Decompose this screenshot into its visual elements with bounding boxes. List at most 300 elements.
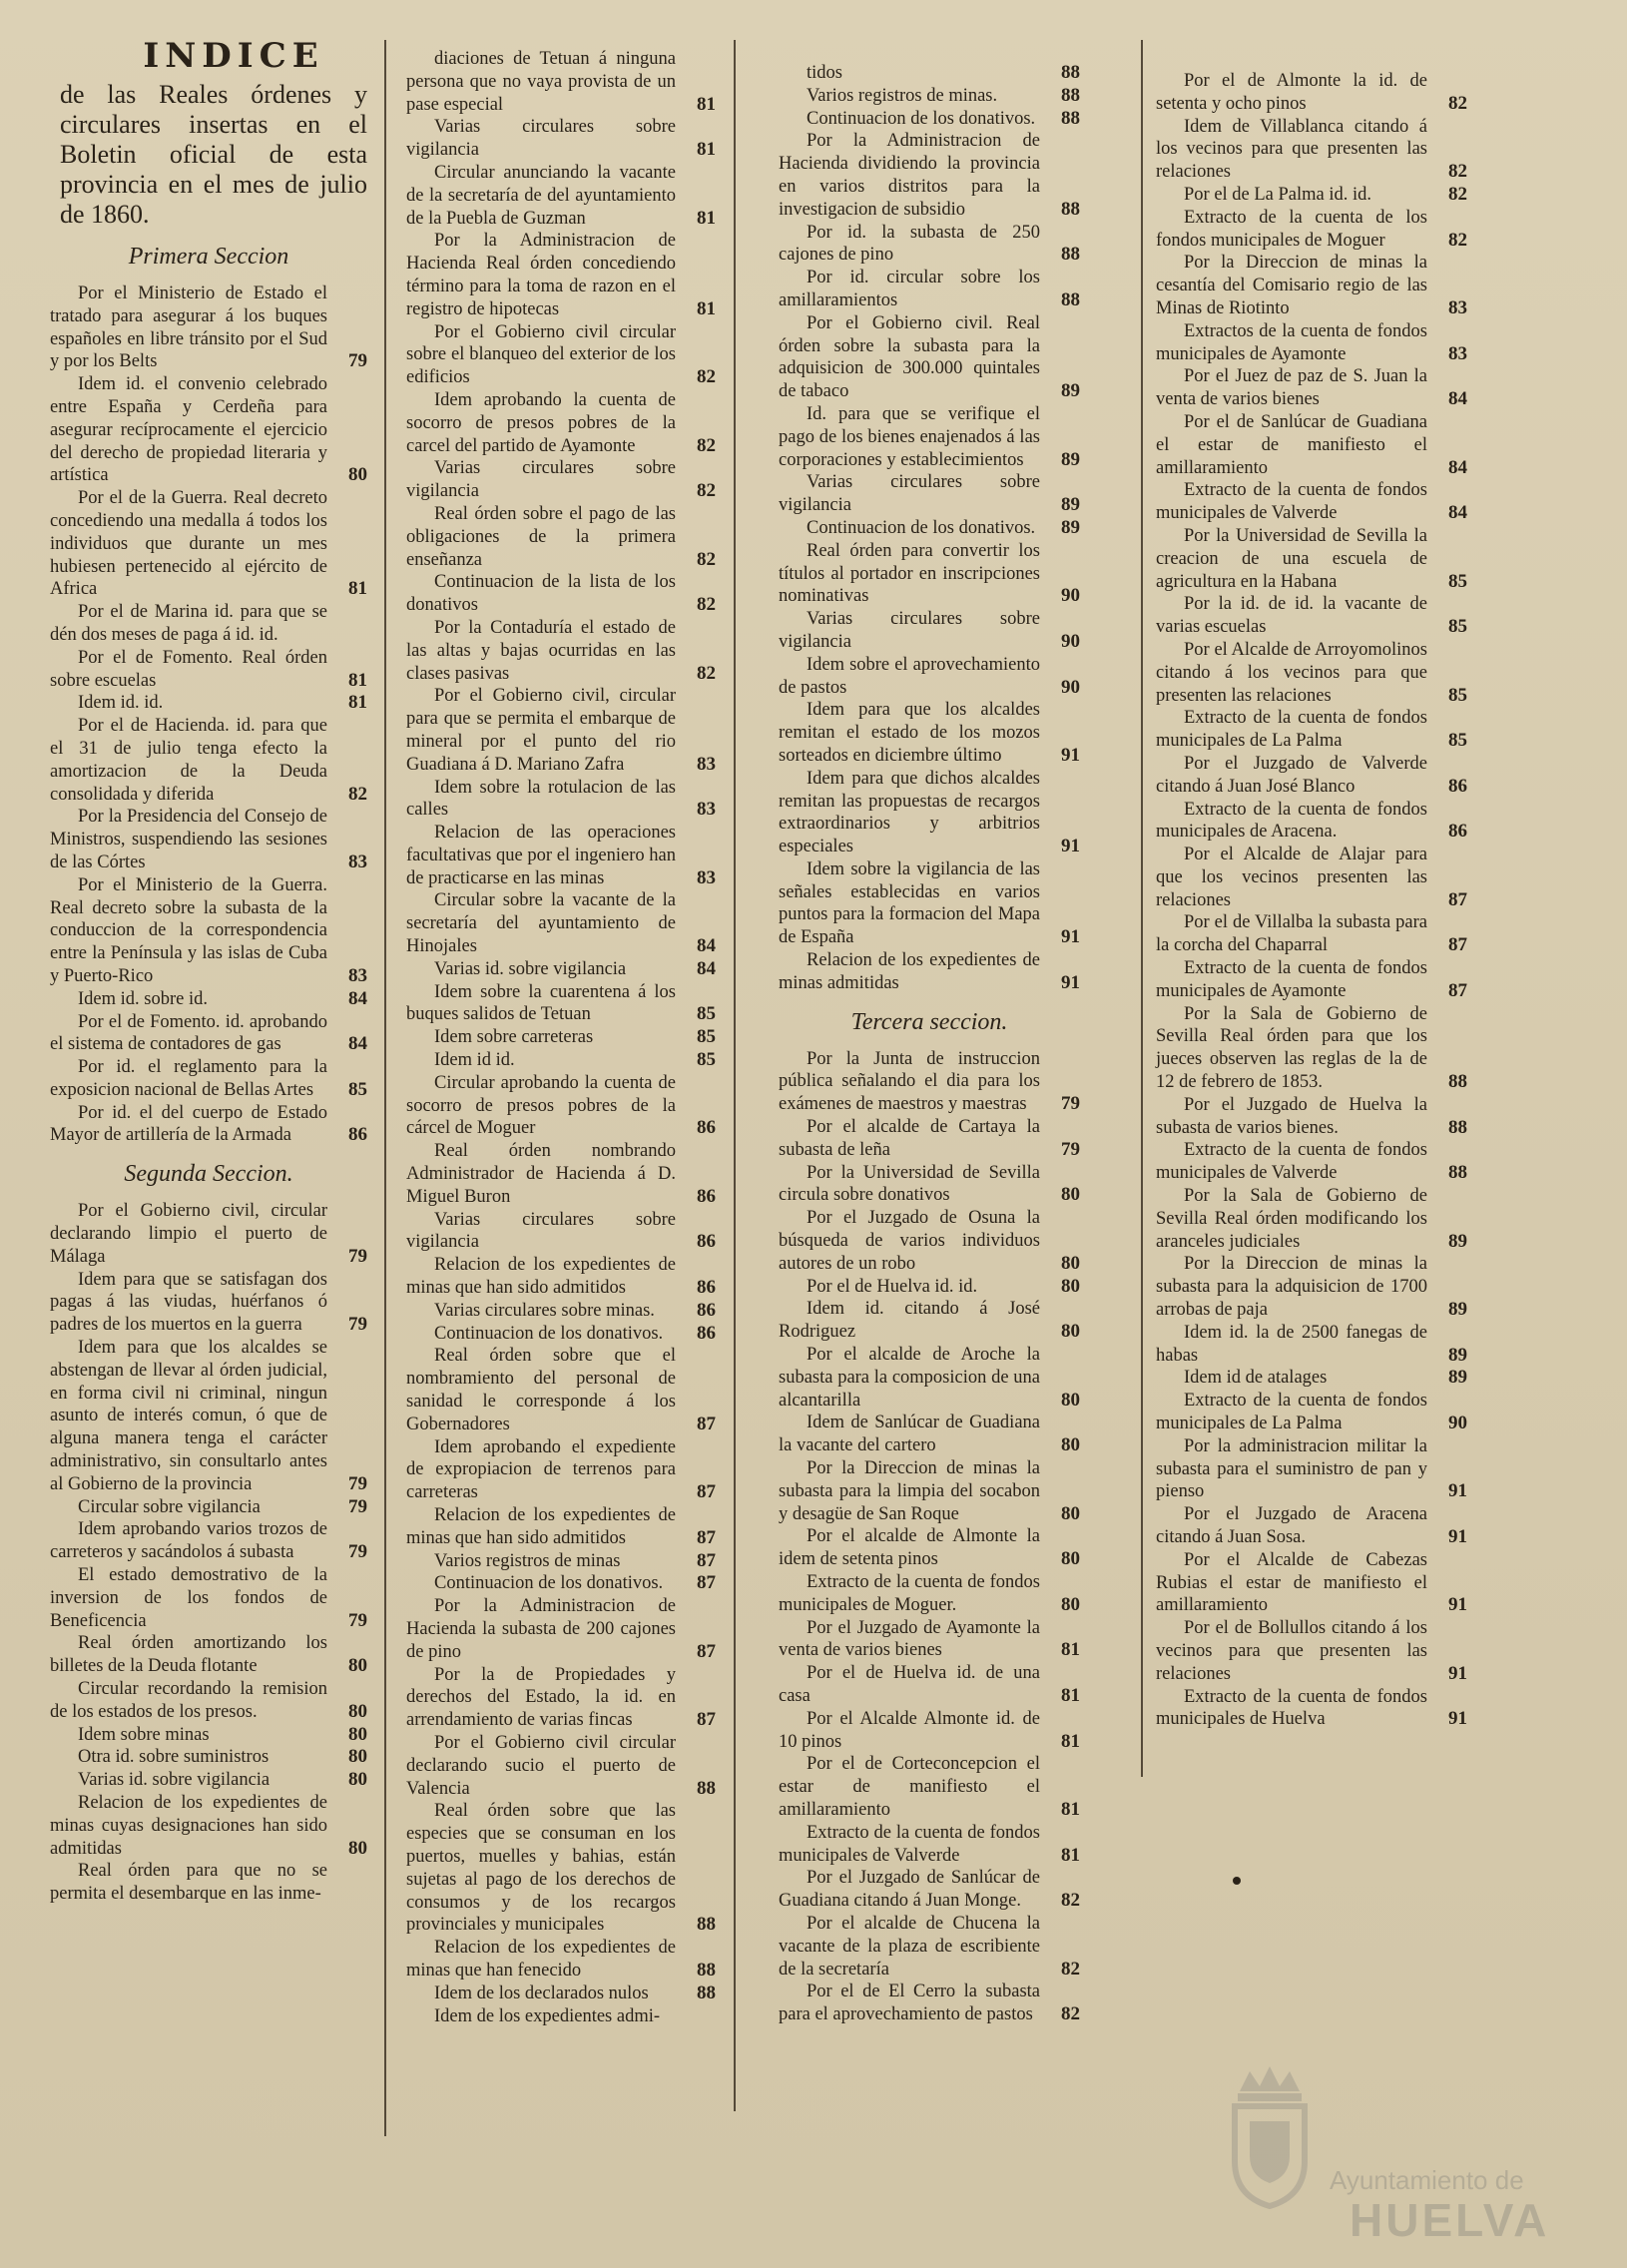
page-number: 80: [348, 464, 367, 486]
index-entry: [50, 692, 367, 715]
index-entry: [406, 1595, 716, 1663]
column-1: [50, 36, 367, 2268]
entry-text: Real órden sobre el pago de las obligaciones de la primera enseñanza: [406, 503, 676, 570]
page-number: 80: [1061, 1184, 1080, 1206]
entry-text: Por el Juzgado de Huelva la subasta de varios bienes.: [1156, 1094, 1427, 1138]
index-entry: [779, 768, 1080, 858]
page-number: 87: [1448, 888, 1467, 910]
entry-text: Por id. circular sobre los amillaramientos: [779, 268, 1040, 310]
index-entry: [50, 1200, 367, 1268]
entry-text: Extracto de la cuenta de fondos municipales de Valverde: [1156, 1140, 1427, 1184]
entry-list: [1156, 70, 1467, 1731]
index-entry: [779, 1116, 1080, 1162]
index-entry: [50, 601, 367, 647]
entry-text: Idem sobre el aprovechamiento de pastos: [779, 654, 1040, 698]
page-number: 87: [697, 1572, 716, 1594]
page-number: 87: [697, 1640, 716, 1662]
page-number: 80: [1061, 1389, 1080, 1411]
index-entry: [406, 1300, 716, 1323]
entry-text: Por el alcalde de Aroche la subasta para la composicion de una alcantarilla: [779, 1345, 1040, 1411]
index-entry: [406, 685, 716, 776]
page-number: 88: [1061, 62, 1080, 83]
entry-text: Por la Junta de instruccion pública señalando el dia para los exámenes de maestros y maestras: [779, 1048, 1040, 1115]
index-entry: [50, 1678, 367, 1724]
page-number: 89: [1448, 1344, 1467, 1366]
page-number: 85: [1448, 570, 1467, 592]
index-entry: [1156, 1322, 1467, 1368]
entry-text: Varias circulares sobre vigilancia: [779, 472, 1040, 516]
entry-list: [50, 1200, 367, 1906]
page-number: 86: [697, 1231, 716, 1253]
page-number: 82: [697, 548, 716, 570]
entry-text: Por la Direccion de minas la subasta para la adquisicion de 1700 arrobas de paja: [1156, 1254, 1427, 1321]
entry-text: Idem id. sobre id.: [78, 988, 208, 1009]
index-entry: [1156, 525, 1467, 593]
page-number: 88: [1061, 288, 1080, 310]
entry-text: Circular recordando la remision de los estados de los presos.: [50, 1679, 327, 1722]
index-entry: [779, 1276, 1080, 1299]
page-number: 80: [1061, 1548, 1080, 1570]
entry-text: Idem para que los alcaldes remitan el estado de los mozos sorteados en diciembre último: [779, 700, 1040, 766]
page-number: 80: [348, 1655, 367, 1677]
column-3: [779, 62, 1080, 2268]
index-entry: [1156, 479, 1467, 525]
entry-text: Idem aprobando la cuenta de socorro de presos pobres de la carcel del partido de Ayamonte: [406, 389, 676, 456]
index-entry: [779, 1662, 1080, 1708]
page-number: 81: [1061, 1639, 1080, 1661]
entry-text: Por el Gobierno civil, circular declarando limpio el puerto de Málaga: [50, 1201, 327, 1267]
entry-text: Idem id. id.: [78, 693, 164, 714]
index-entry: [50, 988, 367, 1011]
entry-text: Por el alcalde de Chucena la vacante de la plaza de escribiente de la secretaría: [779, 1913, 1040, 1980]
page-number: 79: [348, 1495, 367, 1517]
entry-text: Idem sobre la cuarentena á los buques salidos de Tetuan: [406, 981, 676, 1025]
index-entry: [1156, 911, 1467, 957]
entry-text: Real órden sobre que el nombramiento del personal de sanidad le corresponde á los Gobernadores: [406, 1346, 676, 1434]
entry-text: Varios registros de minas: [434, 1550, 621, 1571]
index-entry: [50, 1792, 367, 1860]
page-number: 85: [697, 1026, 716, 1048]
entry-text: Por el de Bollullos citando á los vecinos para que presenten las relaciones: [1156, 1618, 1427, 1684]
index-entry: [50, 1518, 367, 1564]
index-entry: [50, 373, 367, 487]
entry-text: Por el Alcalde de Alajar para que los vecinos presenten las relaciones: [1156, 845, 1427, 910]
page-number: 86: [1448, 821, 1467, 843]
page-number: 86: [1448, 775, 1467, 797]
entry-text: Por el de la Guerra. Real decreto concediendo una medalla á todos los individuos que durante un mes hubiesen pertenecido al ejército de Africa: [50, 488, 327, 600]
entry-text: Por la Administracion de Hacienda Real órden concediendo término para la toma de razon en el registro de hipotecas: [406, 231, 676, 319]
page-number: 84: [348, 1033, 367, 1055]
page-number: 84: [1448, 388, 1467, 410]
index-entry: [779, 1525, 1080, 1571]
index-entry: [779, 1913, 1080, 1981]
index-entry: [779, 403, 1080, 471]
entry-text: Real órden para que no se permita el desembarque en las inme-: [50, 1861, 327, 1905]
index-entry: [50, 487, 367, 601]
index-entry: [406, 230, 716, 320]
page-number: 79: [1061, 1138, 1080, 1160]
entry-text: Por la id. de id. la vacante de varias escuelas: [1156, 594, 1427, 638]
page-number: 89: [1061, 448, 1080, 470]
page-number: 85: [697, 1003, 716, 1025]
entry-text: Por el de Fomento. Real órden sobre escuelas: [50, 647, 327, 691]
section-heading-second: Segunda Seccion.: [124, 1161, 293, 1188]
page-number: 82: [348, 783, 367, 805]
page-number: 89: [1061, 494, 1080, 516]
page-number: 90: [1061, 585, 1080, 607]
section-heading-third: Tercera seccion.: [850, 1008, 1008, 1035]
page-number: 87: [697, 1549, 716, 1571]
entry-text: Varias id. sobre vigilancia: [434, 958, 627, 979]
index-entry: [50, 1011, 367, 1057]
index-entry: [50, 1564, 367, 1632]
page-number: 80: [1061, 1434, 1080, 1456]
entry-text: Por la Presidencia del Consejo de Ministros, suspendiendo las sesiones de las Córtes: [50, 807, 327, 872]
page-number: 88: [1061, 107, 1080, 129]
page-number: 85: [348, 1078, 367, 1100]
entry-text: Idem de los declarados nulos: [434, 1983, 649, 2003]
index-entry: [50, 874, 367, 988]
entry-text: Idem para que dichos alcaldes remitan las propuestas de recargos extraordinarios y arbitrios especiales: [779, 768, 1040, 857]
page-number: 86: [697, 1277, 716, 1299]
entry-text: Por el de El Cerro la subasta para el aprovechamiento de pastos: [779, 1982, 1040, 2025]
entry-text: Idem sobre carreteras: [434, 1027, 594, 1048]
index-entry: [406, 1026, 716, 1049]
index-entry: [1156, 184, 1467, 207]
entry-text: Por la Direccion de minas la cesantía del Comisario regio de las Minas de Riotinto: [1156, 253, 1427, 318]
index-entry: [779, 1162, 1080, 1208]
index-entry: [50, 1860, 367, 1906]
entry-text: Idem id id.: [434, 1050, 515, 1071]
page-number: 87: [697, 1481, 716, 1503]
page-number: 87: [697, 1709, 716, 1731]
entry-text: Por el alcalde de Almonte la idem de setenta pinos: [779, 1526, 1040, 1570]
index-entry: [50, 1769, 367, 1792]
index-entry: [1156, 799, 1467, 845]
page-number: 82: [1448, 92, 1467, 114]
entry-text: Por id. el del cuerpo de Estado Mayor de artillería de la Armada: [50, 1102, 327, 1146]
index-entry: [406, 162, 716, 230]
entry-text: Varias id. sobre vigilancia: [78, 1770, 271, 1791]
page-number: 84: [348, 987, 367, 1009]
entry-text: Extracto de la cuenta de fondos municipales de Aracena.: [1156, 799, 1427, 843]
entry-text: Idem sobre la rotulacion de las calles: [406, 777, 676, 821]
index-entry: [779, 1708, 1080, 1754]
page-number: 91: [1061, 744, 1080, 766]
page-number: 84: [1448, 502, 1467, 524]
index-entry: [1156, 707, 1467, 753]
entry-text: Por el Gobierno civil circular declarando sucio el puerto de Valencia: [406, 1732, 676, 1799]
index-entry: [1156, 639, 1467, 707]
index-entry: [779, 222, 1080, 268]
page-number: 86: [697, 1117, 716, 1139]
page-number: 82: [697, 366, 716, 388]
index-entry: [50, 1056, 367, 1102]
entry-text: Extracto de la cuenta de fondos municipales de Moguer.: [779, 1572, 1040, 1615]
page-number: 79: [1061, 1093, 1080, 1115]
entry-text: Por la Sala de Gobierno de Sevilla Real órden modificando los aranceles judiciales: [1156, 1186, 1427, 1252]
entry-text: Idem de Sanlúcar de Guadiana la vacante del cartero: [779, 1413, 1040, 1456]
page-number: 88: [697, 1777, 716, 1799]
entry-text: Por el Juzgado de Sanlúcar de Guadiana citando á Juan Monge.: [779, 1868, 1040, 1912]
entry-text: Real órden amortizando los billetes de la Deuda flotante: [50, 1633, 327, 1677]
entry-text: Idem sobre minas: [78, 1724, 210, 1745]
entry-text: Por la administracion militar la subasta para el suministro de pan y pienso: [1156, 1435, 1427, 1502]
entry-text: Id. para que se verifique el pago de los bienes enajenados á las corporaciones y establecimientos: [779, 403, 1040, 470]
page-number: 91: [1448, 1594, 1467, 1616]
page-number: 86: [697, 1185, 716, 1207]
index-entry: [406, 1072, 716, 1140]
index-entry: [1156, 1503, 1467, 1549]
index-entry: [50, 647, 367, 693]
entry-text: Por el Ministerio de la Guerra. Real decreto sobre la subasta de la conduccion de la correspondencia entre la Península y las islas de Cuba y Puerto-Rico: [50, 874, 327, 986]
page-number: 90: [1061, 676, 1080, 698]
entry-text: Varias circulares sobre vigilancia: [779, 609, 1040, 652]
index-entry: [406, 822, 716, 889]
index-entry: [1156, 1390, 1467, 1435]
page-number: 87: [697, 1413, 716, 1434]
index-entry: [406, 1049, 716, 1072]
entry-text: Real órden sobre que las especies que se consuman en los puertos, muelles y bahias, están sujetas al pago de los derechos de consumos y de los recargos provinciales y municipales: [406, 1801, 676, 1936]
index-entry: [1156, 1253, 1467, 1321]
page-number: 89: [1061, 380, 1080, 402]
page-number: 79: [348, 1541, 367, 1563]
entry-list: [779, 1048, 1080, 2026]
page-number: 82: [697, 594, 716, 616]
index-entry: [779, 85, 1080, 108]
index-entry: [406, 1254, 716, 1300]
index-entry: [1156, 1686, 1467, 1732]
index-entry: [779, 1457, 1080, 1525]
entry-text: Por el de Hacienda. id. para que el 31 de julio tenga efecto la amortizacion de la Deuda consolidada y diferida: [50, 716, 327, 805]
page-number: 81: [697, 139, 716, 161]
page-number: 88: [1061, 198, 1080, 220]
entry-text: Por el de Huelva id. de una casa: [779, 1663, 1040, 1706]
entry-text: Por id. el reglamento para la exposicion nacional de Bellas Artes: [50, 1057, 327, 1100]
page-number: 88: [1061, 244, 1080, 266]
entry-text: Por la Contaduría el estado de las altas y bajas ocurridas en las clases pasivas: [406, 617, 676, 684]
page-number: 88: [697, 1959, 716, 1981]
entry-text: Relacion de los expedientes de minas que han sido admitidos: [406, 1255, 676, 1299]
index-entry: [406, 981, 716, 1027]
page-number: 80: [1061, 1502, 1080, 1524]
page-number: 81: [1061, 1684, 1080, 1706]
page-number: 86: [348, 1124, 367, 1146]
index-entry: [1156, 365, 1467, 411]
page-number: 87: [697, 1526, 716, 1548]
index-entry: [1156, 1617, 1467, 1685]
index-entry: [779, 1412, 1080, 1457]
index-entry: [406, 389, 716, 457]
index-entry: [406, 571, 716, 617]
page-number: 83: [1448, 342, 1467, 364]
entry-text: Por la Direccion de minas la subasta para la limpia del socabon y desagüe de San Roque: [779, 1458, 1040, 1524]
index-entry: [779, 1617, 1080, 1663]
entry-text: Relacion de los expedientes de minas que han fenecido: [406, 1938, 676, 1981]
index-entry: [406, 889, 716, 957]
entry-text: Por el Juzgado de Aracena citando á Juan Sosa.: [1156, 1504, 1427, 1547]
entry-text: Por la Universidad de Sevilla circula sobre donativos: [779, 1162, 1040, 1206]
page-number: 81: [348, 578, 367, 600]
index-entry: [779, 62, 1080, 85]
index-entry: [1156, 1094, 1467, 1140]
index-entry: [779, 699, 1080, 767]
index-entry: [1156, 1003, 1467, 1094]
entry-text: Varios registros de minas.: [807, 85, 998, 106]
entry-text: Idem aprobando varios trozos de carreteros y sacándolos á subasta: [50, 1519, 327, 1563]
entry-text: Por el de Marina id. para que se dén dos meses de paga á id. id.: [50, 602, 327, 645]
page-number: 81: [697, 93, 716, 115]
page-number: 81: [1061, 1844, 1080, 1866]
index-entry: [406, 503, 716, 571]
page-number: 90: [1061, 630, 1080, 652]
index-entry: [1156, 1139, 1467, 1185]
entry-text: Relacion de los expedientes de minas admitidas: [779, 950, 1040, 993]
page-number: 80: [348, 1723, 367, 1745]
index-entry: [1156, 593, 1467, 639]
entry-text: El estado demostrativo de la inversion de los fondos de Beneficencia: [50, 1565, 327, 1631]
page-number: 83: [348, 964, 367, 986]
index-entry: [50, 1496, 367, 1519]
index-entry: [779, 130, 1080, 221]
index-entry: [1156, 116, 1467, 184]
column-2: [406, 48, 716, 2268]
page-title: INDICE: [143, 36, 324, 76]
entry-text: Idem para que los alcaldes se abstengan de llevar al órden judicial, en forma civil ni criminal, ningun asunto de interés comun, ó que de alguna manera tenga el carácter administrativo, sin consultarlo antes al Gobierno de la provincia: [50, 1338, 327, 1494]
index-entry: [779, 267, 1080, 312]
index-entry: [779, 540, 1080, 608]
page-number: 91: [1061, 836, 1080, 857]
page-number: 79: [348, 1314, 367, 1336]
entry-text: Extracto de la cuenta de fondos municipales de Huelva: [1156, 1686, 1427, 1730]
index-entry: [406, 116, 716, 162]
index-entry: [50, 806, 367, 873]
index-entry: [779, 608, 1080, 654]
index-entry: [779, 858, 1080, 949]
page-number: 81: [1061, 1730, 1080, 1752]
index-entry: [779, 1344, 1080, 1412]
page-number: 90: [1448, 1413, 1467, 1434]
column-rule: [1141, 40, 1143, 1777]
page-number: 85: [1448, 616, 1467, 638]
ornament-dot: [1233, 1877, 1241, 1885]
index-entry: [779, 517, 1080, 540]
column-rule: [384, 40, 386, 2136]
index-entry: [50, 1746, 367, 1769]
entry-text: Otra id. sobre suministros: [78, 1747, 270, 1768]
entry-list: [50, 283, 367, 1147]
index-entry: [779, 1207, 1080, 1275]
page-number: 83: [1448, 296, 1467, 318]
index-entry: [50, 1337, 367, 1496]
page-number: 84: [697, 957, 716, 979]
index-entry: [406, 2005, 716, 2028]
index-entry: [1156, 844, 1467, 911]
entry-text: Extracto de la cuenta de fondos municipales de Valverde: [779, 1822, 1040, 1866]
index-entry: [406, 1140, 716, 1208]
entry-text: Idem aprobando el expediente de expropiacion de terrenos para carreteras: [406, 1436, 676, 1503]
crown-shield-icon: [1220, 2061, 1320, 2211]
index-entry: [779, 108, 1080, 131]
entry-text: Extractos de la cuenta de fondos municipales de Ayamonte: [1156, 320, 1427, 364]
entry-text: Idem id de atalages: [1184, 1368, 1328, 1389]
entry-list: [779, 62, 1080, 995]
page-number: 80: [1061, 1321, 1080, 1343]
index-entry: [406, 1323, 716, 1346]
entry-text: Varias circulares sobre vigilancia: [406, 1209, 676, 1253]
entry-text: Por la de Propiedades y derechos del Estado, la id. en arrendamiento de varias fincas: [406, 1664, 676, 1731]
entry-text: Por la Administracion de Hacienda la subasta de 200 cajones de pino: [406, 1596, 676, 1662]
page-number: 82: [697, 662, 716, 684]
index-entry: [779, 312, 1080, 403]
entry-text: Por el Gobierno civil. Real órden sobre la subasta para la adquisicion de 300.000 quintales de tabaco: [779, 312, 1040, 402]
index-entry: [406, 1550, 716, 1573]
entry-text: Por id. la subasta de 250 cajones de pino: [779, 222, 1040, 266]
index-entry: [779, 1753, 1080, 1821]
entry-text: Circular sobre la vacante de la secretaría del ayuntamiento de Hinojales: [406, 890, 676, 957]
index-entry: [406, 1345, 716, 1435]
page-number: 80: [1061, 1275, 1080, 1297]
entry-text: Real órden nombrando Administrador de Hacienda á D. Miguel Buron: [406, 1141, 676, 1207]
page-number: 88: [697, 1914, 716, 1936]
entry-text: Por el de Corteconcepcion el estar de manifiesto el amillaramiento: [779, 1754, 1040, 1820]
index-entry: [406, 617, 716, 685]
index-entry: [406, 457, 716, 503]
index-entry: [406, 1800, 716, 1937]
page-number: 82: [1448, 183, 1467, 205]
watermark-text-line2: HUELVA: [1350, 2194, 1550, 2246]
entry-text: diaciones de Tetuan á ninguna persona que no vaya provista de un pase especial: [406, 49, 676, 115]
entry-text: Idem para que se satisfagan dos pagas á las viudas, huérfanos ó padres de los muertos en la guerra: [50, 1269, 327, 1336]
page-subtitle: de las Reales órdenes y circulares insertas en el Boletin oficial de esta provincia en el mes de julio de 1860.: [60, 80, 367, 229]
index-entry: [1156, 957, 1467, 1003]
page-number: 91: [1448, 1480, 1467, 1502]
page-number: 82: [697, 480, 716, 502]
entry-text: Por el Gobierno civil circular sobre el blanqueo del exterior de los edificios: [406, 321, 676, 388]
page-number: 82: [1061, 2003, 1080, 2025]
entry-text: Por el de Sanlúcar de Guadiana el estar de manifiesto el amillaramiento: [1156, 411, 1427, 478]
watermark-text-line1: Ayuntamiento de: [1330, 2165, 1524, 2195]
page-number: 83: [697, 799, 716, 821]
index-entry: [779, 1867, 1080, 1913]
index-entry: [406, 1664, 716, 1732]
index-entry: [1156, 1367, 1467, 1390]
page-number: 81: [1061, 1798, 1080, 1820]
entry-text: Por el Alcalde Almonte id. de 10 pinos: [779, 1708, 1040, 1752]
page-number: 83: [697, 753, 716, 775]
index-entry: [406, 1209, 716, 1255]
page-number: 91: [1448, 1526, 1467, 1547]
entry-text: Varias circulares sobre vigilancia: [406, 458, 676, 502]
entry-text: Por el Juzgado de Ayamonte la venta de varios bienes: [779, 1617, 1040, 1661]
page-number: 91: [1448, 1662, 1467, 1684]
page-number: 85: [1448, 730, 1467, 752]
index-entry: [1156, 1185, 1467, 1253]
entry-text: Relacion de los expedientes de minas que han sido admitidos: [406, 1505, 676, 1548]
entry-text: Continuacion de los donativos.: [434, 1323, 664, 1344]
page-number: 87: [1448, 979, 1467, 1001]
index-entry: [1156, 1549, 1467, 1617]
column-rule: [734, 40, 736, 2111]
entry-text: Continuacion de los donativos.: [434, 1573, 664, 1594]
page-number: 91: [1448, 1708, 1467, 1730]
entry-text: Por el Juzgado de Osuna la búsqueda de varios individuos autores de un robo: [779, 1208, 1040, 1274]
page-number: 81: [348, 692, 367, 714]
entry-text: Circular sobre vigilancia: [78, 1496, 261, 1517]
page-number: 88: [1448, 1162, 1467, 1184]
entry-text: Idem id. la de 2500 fanegas de habas: [1156, 1322, 1427, 1366]
entry-text: Por la Sala de Gobierno de Sevilla Real órden para que los jueces observen las reglas de la de 12 de febrero de 1853.: [1156, 1003, 1427, 1093]
